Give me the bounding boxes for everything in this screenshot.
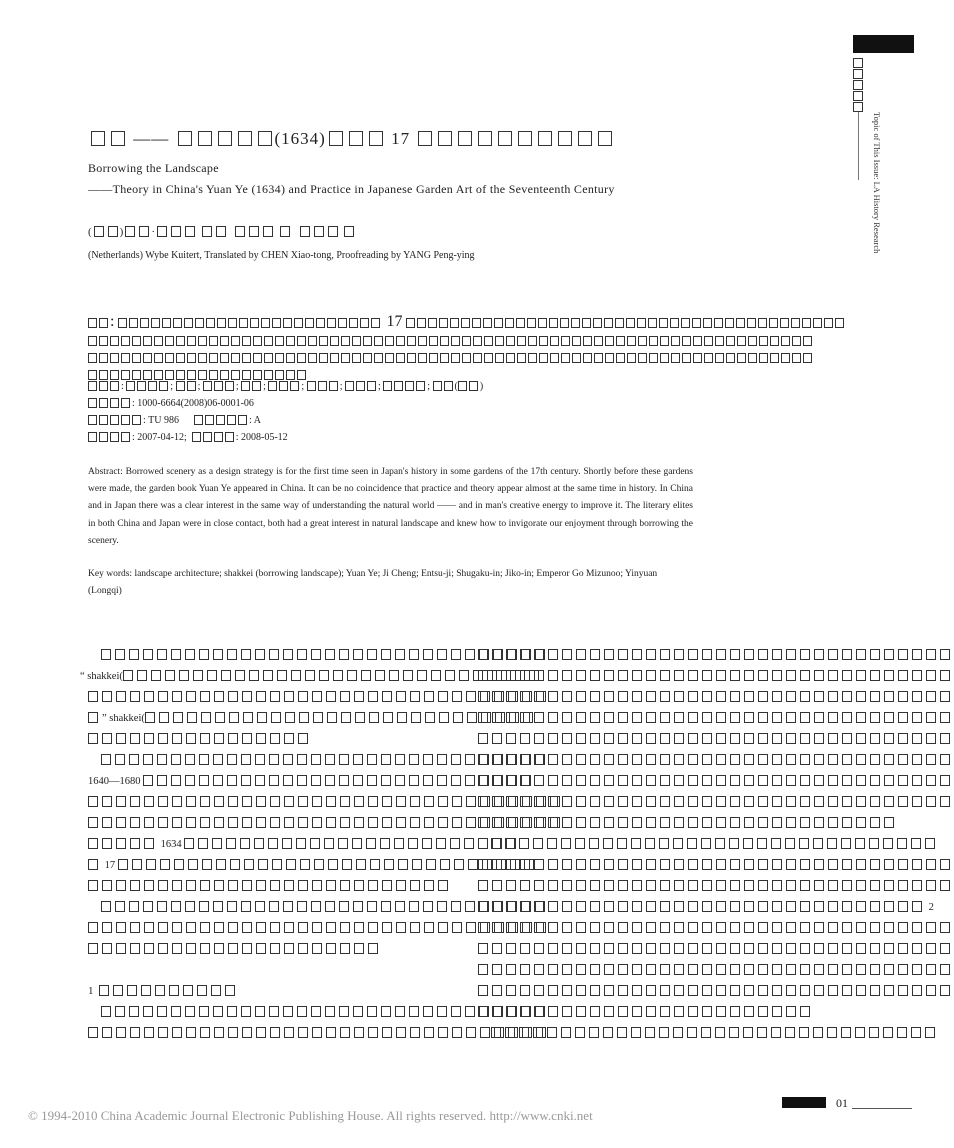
title-century: 17: [391, 129, 411, 148]
copyright-notice: © 1994-2010 China Academic Journal Electronic Publishing House. All rights reserved. http://www.cnki.net: [28, 1108, 593, 1123]
chinese-title: —— (1634) 17: [88, 129, 615, 149]
body-left-column: [80, 645, 458, 1044]
body-text-line: [88, 897, 458, 918]
body-text-line: [478, 750, 848, 771]
chinese-abstract-line: [88, 365, 288, 375]
body-text-line: [478, 771, 848, 792]
received-date: 2007-04-12;: [137, 432, 187, 443]
body-text-line: [478, 918, 848, 939]
english-keywords: Key words: landscape architecture; shakkei (borrowing landscape); Yuan Ye; Ji Cheng; Entsu-ji; Shugaku-in; Jiko-in; Emperor Go Mizunoo; Yinyuan (Longqi): [88, 569, 658, 597]
body-text-line: [88, 960, 458, 981]
side-divider: [858, 112, 859, 180]
body-text-line: [88, 729, 458, 750]
body-text-line: [478, 1002, 848, 1023]
period-years: 1640—1680: [88, 776, 141, 787]
body-text-line: [88, 708, 458, 729]
body-text-line: [88, 792, 458, 813]
abstract-number: 17: [386, 313, 403, 330]
chinese-author-line: ( ) ·: [88, 226, 356, 238]
body-text-line: [88, 687, 458, 708]
body-text-line: [478, 645, 848, 666]
body-text-line: [88, 855, 458, 876]
english-title: Borrowing the Landscape: [88, 161, 219, 175]
body-text-line: [80, 666, 458, 687]
body-text-line: [88, 750, 458, 771]
doc-code-value: A: [253, 415, 261, 426]
body-text-line: [88, 1002, 458, 1023]
body-text-line: [88, 918, 458, 939]
body-text-line: [88, 771, 458, 792]
chinese-abstract-line: : 17: [88, 313, 693, 323]
classification-line: : TU 986 : A: [88, 415, 261, 426]
body-text-line: [478, 834, 848, 855]
english-subtitle: ——Theory in China's Yuan Ye (1634) and Practice in Japanese Garden Art of the Seventeenth Century: [88, 182, 615, 196]
year-1634: 1634: [160, 839, 182, 850]
body-text-line: [88, 939, 458, 960]
english-abstract: Abstract: Borrowed scenery as a design strategy is for the first time seen in Japan's history in some gardens of the 17th century. Shortly before these gardens were made, the garden book Yuan Ye appeared in China. It can be no coincidence that practice and theory appear almost at the same time in history. In China and in Japan there was a clear interest in the same way of understanding the natural world —— and in man's creative energy to improve it. The literary elites in both China and Japan were in close contact, both had a great interest in natural landscape and knew how to invigorate our enjoyment through borrowing the scenery.: [88, 467, 693, 546]
body-text-line: [478, 855, 848, 876]
body-text-line: [478, 729, 848, 750]
footer-rule: [852, 1108, 912, 1109]
seventeenth-century: 17: [104, 860, 116, 871]
body-text-line: [478, 708, 848, 729]
body-text-line: [88, 813, 458, 834]
chinese-keywords: : ; ; ; ; ; ; ; ; ( ): [88, 381, 483, 392]
body-text-line: [478, 981, 848, 1002]
clc-value: TU 986: [148, 415, 179, 426]
topic-label: Topic of This Issue: LA History Research: [872, 112, 882, 254]
dates-line: : 2007-04-12; : 2008-05-12: [88, 432, 288, 443]
page-number: 01: [836, 1096, 848, 1110]
journal-banner: [853, 35, 914, 53]
journal-page-label: [782, 1097, 826, 1108]
body-text-line: [478, 897, 934, 918]
body-text-line: [88, 1023, 458, 1044]
body-text-line: [478, 1023, 848, 1044]
side-column-title: [853, 58, 867, 113]
chinese-abstract-line: [88, 348, 693, 358]
body-text-line: [88, 981, 458, 1002]
issn-value: 1000-6664(2008)06-0001-06: [137, 398, 254, 409]
issn-line: : 1000-6664(2008)06-0001-06: [88, 398, 254, 409]
body-text-line: [478, 687, 848, 708]
body-text-line: [478, 960, 848, 981]
chinese-abstract-line: [88, 331, 693, 341]
body-text-line: [478, 876, 848, 897]
body-text-line: [88, 876, 458, 897]
english-author-line: (Netherlands) Wybe Kuitert, Translated by CHEN Xiao-tong, Proofreading by YANG Peng-ying: [88, 250, 475, 261]
body-text-line: [478, 792, 848, 813]
section-number: 1: [88, 985, 94, 997]
revised-date: 2008-05-12: [241, 432, 288, 443]
body-right-column: [478, 645, 934, 1044]
body-text-line: [478, 813, 848, 834]
shakkei-term-2: ” shakkei(: [102, 713, 145, 724]
body-text-line: [88, 834, 458, 855]
shakkei-term: “ shakkei(: [80, 671, 123, 682]
body-text-line: [478, 666, 848, 687]
title-year: (1634): [274, 129, 326, 148]
body-text-line: [88, 645, 458, 666]
body-text-line: [478, 939, 848, 960]
figure-number: 2: [928, 902, 934, 913]
